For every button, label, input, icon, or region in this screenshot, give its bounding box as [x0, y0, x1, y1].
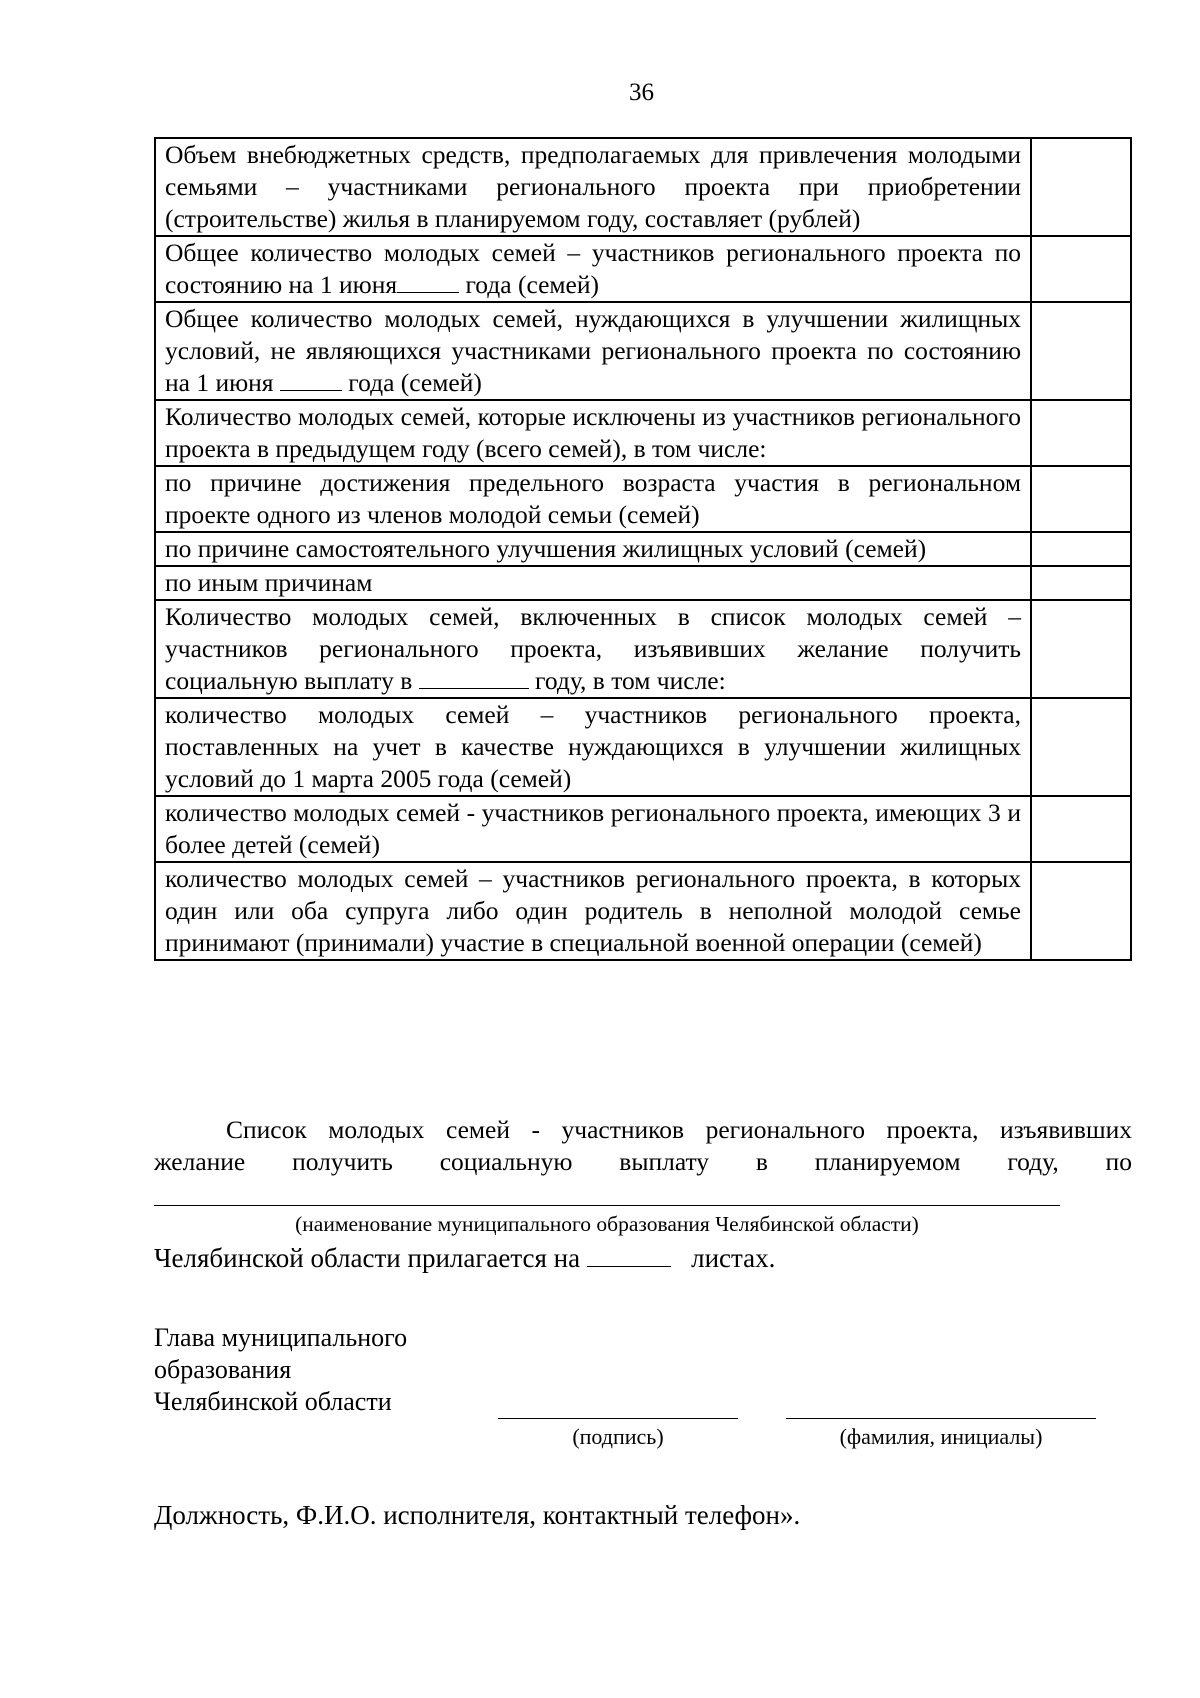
table-row	[155, 302, 1131, 400]
table-row	[155, 796, 1131, 862]
head-title-line: Челябинской области	[154, 1387, 392, 1416]
row-value-cell[interactable]	[1031, 862, 1131, 960]
row-value-cell[interactable]	[1031, 302, 1131, 400]
year-blank	[280, 368, 342, 391]
statistics-table	[154, 137, 1132, 961]
row-value-cell[interactable]	[1031, 532, 1131, 566]
row-label: Количество молодых семей, которые исключены из участников регионального проекта в предыдущем году (всего семей), в том числе:	[155, 400, 1031, 466]
row-label	[155, 236, 1031, 302]
table-row	[155, 698, 1131, 796]
year-blank	[397, 270, 459, 293]
table-row	[155, 400, 1131, 466]
row-label: по иным причинам	[155, 566, 1031, 600]
name-caption: (фамилия, инициалы)	[839, 1424, 1043, 1449]
paragraph-word: выплату	[619, 1147, 710, 1176]
row-value-cell[interactable]	[1031, 698, 1131, 796]
paragraph-word: получить	[292, 1147, 393, 1176]
executor-contact-line: Должность, Ф.И.О. исполнителя, контактный телефон».	[154, 1500, 801, 1530]
page-number: 36	[629, 79, 654, 106]
table-row	[155, 600, 1131, 698]
row-value-cell[interactable]	[1031, 466, 1131, 532]
paragraph-word: в	[755, 1147, 768, 1176]
row-label: по причине достижения предельного возраста участия в региональном проекте одного из членов молодой семьи (семей)	[155, 466, 1031, 532]
paragraph-word: желание	[154, 1147, 246, 1176]
row-label: Объем внебюджетных средств, предполагаемых для привлечения молодыми семьями – участниками регионального проекта при приобретении (строительстве) жилья в планируемом году, составляет (рублей)	[155, 138, 1031, 236]
row-value-cell[interactable]	[1031, 400, 1131, 466]
row-label: количество молодых семей - участников регионального проекта, имеющих 3 и более детей (семей)	[155, 796, 1031, 862]
paragraph-word: году,	[1007, 1147, 1059, 1176]
sheets-count-blank[interactable]	[587, 1242, 671, 1267]
paragraph-line: Список молодых семей - участников регионального проекта, изъявивших	[226, 1115, 1132, 1144]
row-label-part: года (семей)	[348, 368, 482, 397]
signature-line[interactable]	[498, 1418, 738, 1419]
row-label-part: году, в том числе:	[535, 666, 726, 695]
row-label	[155, 600, 1031, 698]
row-label: количество молодых семей – участников регионального проекта, в которых один или оба супруга либо один родитель в неполной молодой семье принимают (принимали) участие в специальной военной операции (семей)	[155, 862, 1031, 960]
attachment-text: листах.	[691, 1243, 776, 1273]
row-value-cell[interactable]	[1031, 138, 1131, 236]
row-label-part: года (семей)	[465, 270, 599, 299]
table-row	[155, 138, 1131, 236]
row-label: количество молодых семей – участников регионального проекта, поставленных на учет в качестве нуждающихся в улучшении жилищных условий до 1 марта 2005 года (семей)	[155, 698, 1031, 796]
row-label-part: Общее количество молодых семей, нуждающихся в улучшении жилищных условий, не являющихся участниками регионального проекта по состоянию на 1 июня	[165, 304, 1021, 397]
table-row	[155, 466, 1131, 532]
table-row	[155, 236, 1131, 302]
municipality-caption: (наименование муниципального образования Челябинской области)	[295, 1212, 919, 1236]
row-value-cell[interactable]	[1031, 566, 1131, 600]
head-title-line: образования	[154, 1355, 292, 1384]
row-label-part: Количество молодых семей, включенных в список молодых семей – участников регионального проекта, изъявивших желание получить социальную выплату в	[165, 602, 1021, 695]
attachment-text: Челябинской области прилагается на	[154, 1243, 581, 1273]
paragraph-word: социальную	[439, 1147, 573, 1176]
row-label	[155, 302, 1031, 400]
row-value-cell[interactable]	[1031, 600, 1131, 698]
table-row	[155, 532, 1131, 566]
municipality-name-line[interactable]	[154, 1205, 1060, 1206]
head-title-line: Глава муниципального	[154, 1323, 408, 1352]
paragraph-line	[154, 1146, 1132, 1178]
row-value-cell[interactable]	[1031, 796, 1131, 862]
table-row	[155, 862, 1131, 960]
paragraph-word: планируемом	[814, 1147, 961, 1176]
family-list-paragraph	[154, 1114, 1132, 1178]
row-value-cell[interactable]	[1031, 236, 1131, 302]
row-label-part: Общее количество молодых семей – участников регионального проекта по состоянию на 1 июня	[165, 238, 1021, 299]
attachment-line	[154, 1241, 775, 1275]
row-label: по причине самостоятельного улучшения жилищных условий (семей)	[155, 532, 1031, 566]
name-line[interactable]	[786, 1418, 1096, 1419]
year-blank	[419, 666, 529, 689]
table-row	[155, 566, 1131, 600]
head-title-block	[154, 1322, 407, 1418]
paragraph-word: по	[1105, 1147, 1132, 1176]
signature-caption: (подпись)	[572, 1424, 664, 1449]
